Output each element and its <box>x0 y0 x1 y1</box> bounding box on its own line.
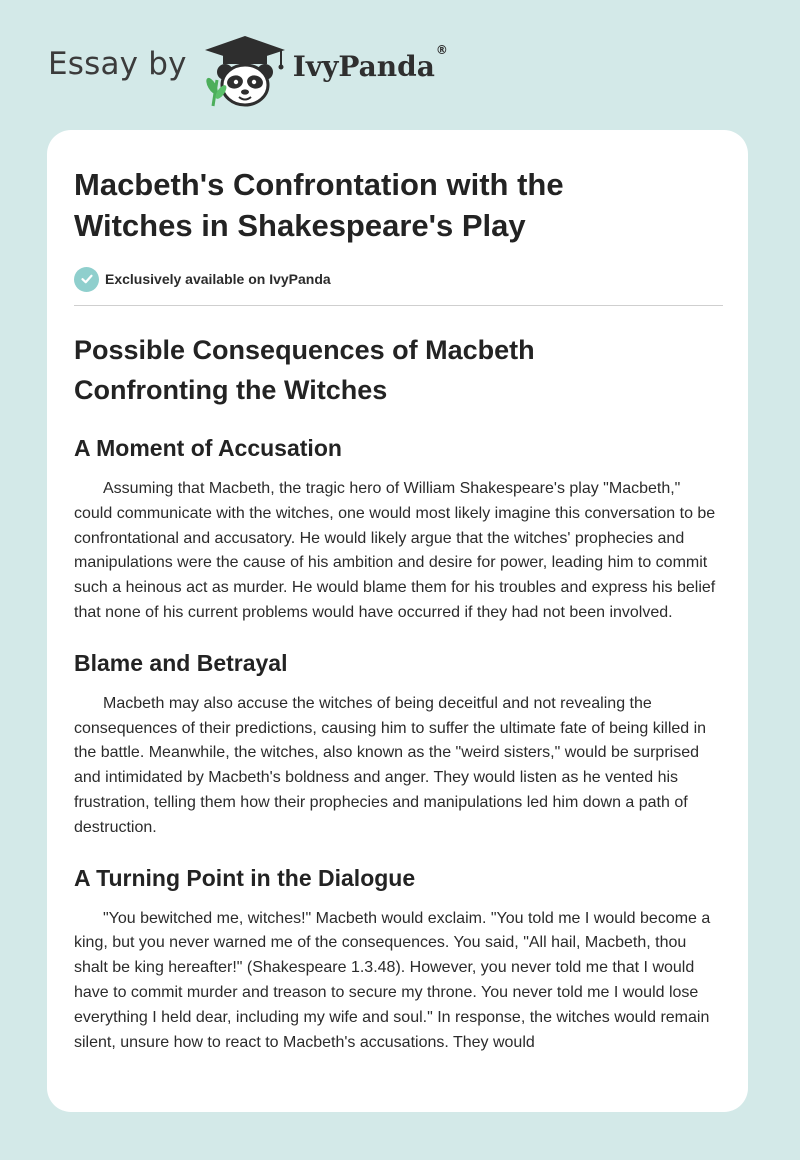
exclusive-label: Exclusively available on IvyPanda <box>105 271 331 287</box>
section-accusation <box>74 433 722 626</box>
divider <box>74 305 723 306</box>
section-paragraph: Assuming that Macbeth, the tragic hero of William Shakespeare's play "Macbeth," could communicate with the witches, one would most likely imagine this conversation to be confrontational and accusatory. He would likely argue that the witches' prophecies and manipulations were the cause of his ambition and desire for power, leading him to commit such a heinous act as murder. He would blame them for his troubles and express his belief that none of his current problems would have occurred if they had not been involved. <box>74 480 716 621</box>
section-heading: Blame and Betrayal <box>74 649 288 676</box>
brand-name: IvyPanda <box>292 49 435 83</box>
essay-title: Macbeth's Confrontation with the Witches in Shakespeare's Play <box>74 167 564 243</box>
section-paragraph: Macbeth may also accuse the witches of being deceitful and not revealing the consequences of their predictions, causing him to suffer the ultimate fate of being killed in the battle. Meanwhile, the witches, also known as the "weird sisters," would be surprised and intimidated by Macbeth's boldness and anger. They would listen as he vented his frustration, telling them how their prophecies and manipulations led him down a path of destruction. <box>74 694 707 836</box>
brand-header <box>48 30 448 110</box>
section-heading: A Moment of Accusation <box>74 435 342 461</box>
exclusive-badge <box>74 266 722 292</box>
registered-mark: ® <box>435 43 448 57</box>
section-paragraph: "You bewitched me, witches!" Macbeth would exclaim. "You told me I would become a king, but you never warned me of the consequences. You said, "All hail, Macbeth, thou shalt be king hereafter!" (Shakespeare 1.3.48). However, you never told me that I would have to commit murder and treason to secure my throne. You never told me I would lose everything I held dear, including my wife and soul." In response, the witches would remain silent, unsure how to react to Macbeth's accusations. They would <box>74 909 711 1051</box>
main-heading: Possible Consequences of Macbeth Confronting the Witches <box>74 335 535 405</box>
section-blame <box>74 648 722 841</box>
section-turning-point <box>74 863 722 1056</box>
checkmark-icon <box>74 267 99 292</box>
panda-graduate-icon <box>201 30 289 110</box>
essay-card <box>47 130 748 1112</box>
section-heading: A Turning Point in the Dialogue <box>74 864 416 891</box>
brand-prefix: Essay by <box>48 46 187 82</box>
